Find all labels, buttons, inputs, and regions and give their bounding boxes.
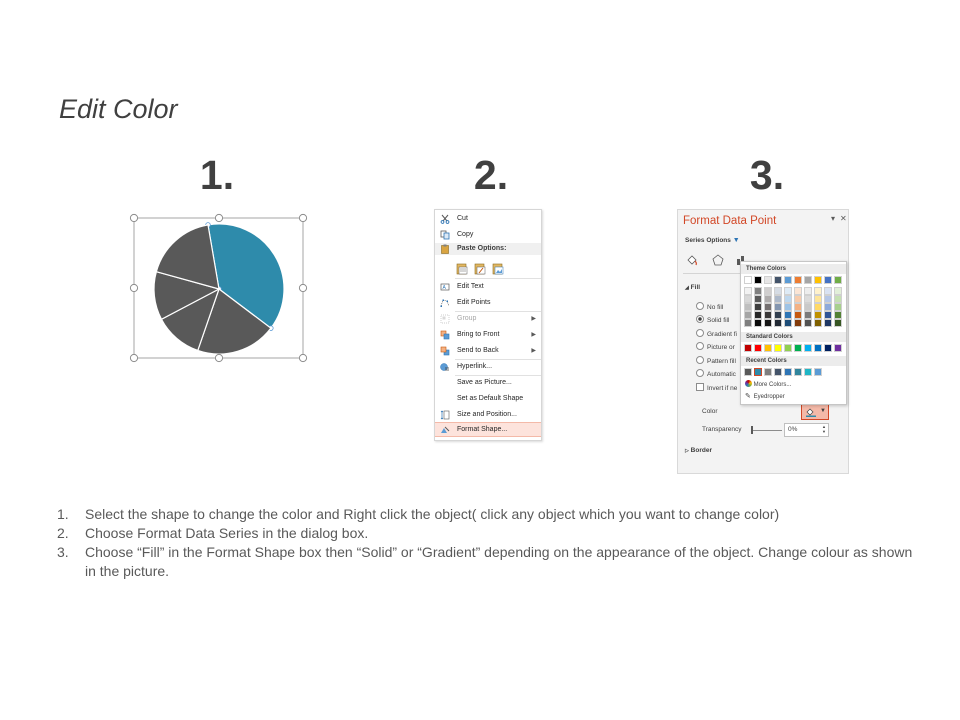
resize-handle[interactable] <box>299 354 306 361</box>
transparency-slider-thumb[interactable] <box>751 426 753 434</box>
recent-color-swatch[interactable] <box>795 369 801 375</box>
theme-shade-swatch[interactable] <box>765 312 771 318</box>
menu-label-copy: Copy <box>457 231 474 238</box>
invert-label: Invert if ne <box>707 385 738 392</box>
more-colors-label: More Colors... <box>753 382 792 388</box>
theme-shade-swatch[interactable] <box>805 288 811 294</box>
border-section-label: Border <box>690 447 712 454</box>
recent-color-swatch[interactable] <box>775 369 781 375</box>
standard-color-swatch[interactable] <box>795 345 801 351</box>
recent-color-swatch[interactable] <box>815 369 821 375</box>
menu-item-edit-text[interactable] <box>435 280 541 294</box>
theme-shade-swatch[interactable] <box>825 320 831 326</box>
radio-button[interactable] <box>696 369 704 377</box>
menu-item-format-shape[interactable] <box>435 422 541 437</box>
resize-handle[interactable] <box>130 284 137 291</box>
paste-use-destination-theme-icon[interactable] <box>456 262 468 275</box>
pane-title: Format Data Point <box>683 215 777 227</box>
theme-shade-swatch[interactable] <box>795 312 801 318</box>
standard-color-swatch[interactable] <box>745 345 751 351</box>
theme-shade-swatch[interactable] <box>815 320 821 326</box>
submenu-arrow-icon: ▶ <box>531 332 536 338</box>
radio-button[interactable] <box>696 329 704 337</box>
transparency-spinbox[interactable] <box>784 423 829 437</box>
clipboard-icon <box>440 244 450 254</box>
instruction-text: Choose “Fill” in the Format Shape box then “Solid” or “Gradient” depending on the appearance of the object. Change colour as shown in the picture. <box>85 544 913 579</box>
theme-color-swatch[interactable] <box>815 277 821 283</box>
close-icon[interactable]: ✕ <box>840 214 847 223</box>
theme-shade-swatch[interactable] <box>785 312 791 318</box>
menu-label-format-shape: Format Shape... <box>457 426 508 433</box>
eyedropper-item[interactable] <box>745 392 785 400</box>
theme-shade-swatch[interactable] <box>765 296 771 302</box>
menu-item-group[interactable] <box>435 312 541 326</box>
menu-item-hyperlink[interactable] <box>435 360 541 374</box>
theme-shade-swatch[interactable] <box>775 312 781 318</box>
recent-color-swatch[interactable] <box>755 369 761 375</box>
standard-color-swatch[interactable] <box>765 345 771 351</box>
resize-handle[interactable] <box>299 284 306 291</box>
more-colors-item[interactable] <box>745 380 791 388</box>
standard-color-swatch[interactable] <box>775 345 781 351</box>
instruction-text: Select the shape to change the color and Right click the object( click any object which you want to change color) <box>85 506 780 522</box>
border-section-header[interactable] <box>685 447 712 454</box>
no-fill-label: No fill <box>707 304 724 311</box>
edit-points-icon <box>440 298 450 308</box>
instruction-text: Choose Format Data Series in the dialog box. <box>85 525 369 541</box>
instruction-number: 1. <box>57 506 69 522</box>
theme-shade-swatch[interactable] <box>765 304 771 310</box>
theme-shade-swatch[interactable] <box>765 288 771 294</box>
resize-handle[interactable] <box>299 214 306 221</box>
fill-section-label: Fill <box>690 284 701 291</box>
theme-shade-swatch[interactable] <box>805 312 811 318</box>
theme-shade-swatch[interactable] <box>835 296 841 302</box>
theme-shade-swatch[interactable] <box>835 304 841 310</box>
gradient-fill-label: Gradient fi <box>707 331 737 338</box>
theme-color-swatch[interactable] <box>835 277 841 283</box>
radio-button-selected[interactable] <box>696 315 704 323</box>
standard-colors-header <box>741 332 846 342</box>
spinner-arrows-icon[interactable]: ▲ ▼ <box>822 424 826 434</box>
automatic-radio[interactable] <box>696 369 736 378</box>
theme-color-swatch[interactable] <box>755 277 761 283</box>
eyedropper-label: Eyedropper <box>753 394 785 400</box>
submenu-arrow-icon: ▶ <box>531 348 536 354</box>
paint-bucket-icon <box>805 407 817 417</box>
theme-shade-swatch[interactable] <box>825 312 831 318</box>
theme-color-swatch[interactable] <box>795 277 801 283</box>
theme-shade-swatch[interactable] <box>835 288 841 294</box>
theme-color-swatch[interactable] <box>765 277 771 283</box>
menu-label-edit-text: Edit Text <box>457 283 484 290</box>
theme-shade-swatch[interactable] <box>835 312 841 318</box>
instruction-number: 2. <box>57 525 69 541</box>
paste-options-header <box>435 243 541 255</box>
theme-shade-swatch[interactable] <box>745 296 751 302</box>
menu-item-set-default-shape[interactable] <box>435 392 541 406</box>
theme-shade-swatch[interactable] <box>745 288 751 294</box>
fill-section-header[interactable] <box>685 284 700 291</box>
theme-shade-swatch[interactable] <box>795 288 801 294</box>
standard-color-swatch[interactable] <box>825 345 831 351</box>
group-icon <box>440 314 450 324</box>
theme-shade-swatch[interactable] <box>755 312 761 318</box>
copy-icon <box>440 230 450 240</box>
instruction-item <box>57 543 917 581</box>
pane-options-icon[interactable]: ▾ <box>831 214 836 223</box>
theme-shade-swatch[interactable] <box>775 304 781 310</box>
pie-chart[interactable] <box>127 211 311 365</box>
automatic-label: Automatic <box>707 371 736 378</box>
theme-shade-swatch[interactable] <box>775 320 781 326</box>
instruction-item <box>57 505 917 524</box>
menu-item-send-to-back[interactable] <box>435 344 541 358</box>
theme-shade-swatch[interactable] <box>755 304 761 310</box>
theme-shade-swatch[interactable] <box>785 296 791 302</box>
color-wheel-icon <box>745 380 752 387</box>
theme-shade-swatch[interactable] <box>745 320 751 326</box>
color-picker-dropdown <box>740 261 847 405</box>
menu-item-bring-to-front[interactable] <box>435 328 541 342</box>
menu-label-size-and-position: Size and Position... <box>457 411 517 418</box>
standard-color-swatch[interactable] <box>805 345 811 351</box>
theme-shade-swatch[interactable] <box>795 320 801 326</box>
transparency-label: Transparency <box>702 426 742 433</box>
theme-shade-swatch[interactable] <box>795 296 801 302</box>
pie-slices[interactable] <box>154 223 284 354</box>
theme-shade-swatch[interactable] <box>795 304 801 310</box>
gradient-fill-radio[interactable] <box>696 329 737 338</box>
format-shape-icon <box>440 425 450 435</box>
theme-colors-header <box>741 264 846 274</box>
menu-label-bring-to-front: Bring to Front <box>457 331 500 338</box>
transparency-slider[interactable] <box>752 430 782 431</box>
transparency-value: 0% <box>788 426 798 433</box>
theme-shade-swatch[interactable] <box>815 304 821 310</box>
theme-color-swatch[interactable] <box>805 277 811 283</box>
fill-line-tab-icon[interactable] <box>685 253 699 267</box>
resize-handle[interactable] <box>130 354 137 361</box>
size-position-icon <box>440 410 450 420</box>
theme-color-swatch[interactable] <box>785 277 791 283</box>
menu-label-save-as-picture: Save as Picture... <box>457 379 512 386</box>
hyperlink-icon <box>440 362 450 372</box>
collapse-arrow-icon: ◢ <box>685 285 689 291</box>
recent-color-swatch[interactable] <box>785 369 791 375</box>
standard-color-swatch[interactable] <box>835 345 841 351</box>
theme-shade-swatch[interactable] <box>815 312 821 318</box>
menu-label-cut: Cut <box>457 215 468 222</box>
paste-options-label: Paste Options: <box>457 245 507 252</box>
theme-shade-swatch[interactable] <box>815 288 821 294</box>
theme-shade-swatch[interactable] <box>755 288 761 294</box>
solid-fill-radio[interactable] <box>696 315 729 324</box>
theme-shade-swatch[interactable] <box>745 312 751 318</box>
submenu-arrow-icon: ▶ <box>531 316 536 322</box>
menu-item-copy[interactable] <box>435 228 541 242</box>
instruction-item <box>57 524 917 543</box>
instruction-number: 3. <box>57 544 69 560</box>
picture-fill-label: Picture or <box>707 344 735 351</box>
checkbox[interactable] <box>696 383 704 391</box>
standard-color-swatch[interactable] <box>785 345 791 351</box>
theme-shade-swatch[interactable] <box>825 304 831 310</box>
theme-color-swatch[interactable] <box>745 277 751 283</box>
radio-button[interactable] <box>696 342 704 350</box>
theme-shade-swatch[interactable] <box>825 288 831 294</box>
theme-shade-swatch[interactable] <box>815 296 821 302</box>
step-number-3: 3. <box>749 152 785 198</box>
theme-color-swatch[interactable] <box>775 277 781 283</box>
effects-tab-icon[interactable] <box>711 253 725 267</box>
resize-handle[interactable] <box>130 214 137 221</box>
step-number-2: 2. <box>473 152 509 198</box>
menu-item-edit-points[interactable] <box>435 296 541 310</box>
bring-to-front-icon <box>440 330 450 340</box>
scissors-icon <box>440 214 450 224</box>
menu-item-cut[interactable] <box>435 212 541 226</box>
menu-label-send-to-back: Send to Back <box>457 347 499 354</box>
standard-color-swatch[interactable] <box>755 345 761 351</box>
theme-shade-swatch[interactable] <box>755 320 761 326</box>
series-options-label: Series Options <box>685 237 731 244</box>
resize-handle[interactable] <box>215 214 222 221</box>
pattern-fill-label: Pattern fill <box>707 358 736 365</box>
theme-shade-swatch[interactable] <box>775 288 781 294</box>
theme-shade-swatch[interactable] <box>805 320 811 326</box>
chevron-down-icon: ▼ <box>732 237 740 244</box>
eyedropper-icon: ✎ <box>745 393 751 400</box>
menu-item-size-and-position[interactable] <box>435 408 541 422</box>
paste-picture-icon[interactable] <box>492 262 504 275</box>
invert-if-negative-checkbox[interactable] <box>696 383 737 392</box>
resize-handle[interactable] <box>215 354 222 361</box>
radio-button[interactable] <box>696 302 704 310</box>
recent-color-swatch[interactable] <box>765 369 771 375</box>
theme-shade-swatch[interactable] <box>785 320 791 326</box>
menu-label-set-default-shape: Set as Default Shape <box>457 395 524 402</box>
color-label: Color <box>702 408 718 415</box>
standard-color-swatch[interactable] <box>815 345 821 351</box>
paste-keep-source-formatting-icon[interactable] <box>474 262 486 275</box>
theme-color-swatch[interactable] <box>825 277 831 283</box>
menu-item-save-as-picture[interactable] <box>435 376 541 390</box>
series-options-dropdown[interactable] <box>685 237 740 244</box>
menu-label-hyperlink: Hyperlink... <box>457 363 493 370</box>
slide-title: Edit Color <box>59 94 178 124</box>
context-menu <box>434 209 542 441</box>
theme-shade-swatch[interactable] <box>825 296 831 302</box>
theme-shade-swatch[interactable] <box>805 296 811 302</box>
send-to-back-icon <box>440 346 450 356</box>
step-number-1: 1. <box>199 152 235 198</box>
fill-color-button[interactable] <box>801 404 829 420</box>
expand-arrow-icon: ▷ <box>685 448 689 454</box>
no-fill-radio[interactable] <box>696 302 723 311</box>
edit-text-icon <box>440 282 450 292</box>
theme-shade-swatch[interactable] <box>835 320 841 326</box>
theme-shade-swatch[interactable] <box>765 320 771 326</box>
menu-label-edit-points: Edit Points <box>457 299 491 306</box>
theme-shade-swatch[interactable] <box>775 296 781 302</box>
menu-label-group: Group <box>457 315 477 322</box>
standard-colors-label: Standard Colors <box>746 334 793 340</box>
theme-shade-swatch[interactable] <box>755 296 761 302</box>
theme-shade-swatch[interactable] <box>785 304 791 310</box>
instructions-list <box>57 505 917 581</box>
svg-text:A: A <box>442 285 446 291</box>
pattern-fill-radio[interactable] <box>696 356 736 365</box>
theme-shade-swatch[interactable] <box>805 304 811 310</box>
radio-button[interactable] <box>696 356 704 364</box>
theme-colors-label: Theme Colors <box>746 266 787 272</box>
pie-chart-selection[interactable] <box>127 211 311 365</box>
picture-fill-radio[interactable] <box>696 342 735 351</box>
solid-fill-label: Solid fill <box>707 317 730 324</box>
recent-colors-label: Recent Colors <box>746 358 787 364</box>
recent-color-swatch[interactable] <box>745 369 751 375</box>
recent-colors-header <box>741 356 846 366</box>
theme-shade-swatch[interactable] <box>785 288 791 294</box>
chevron-down-icon: ▼ <box>820 408 826 414</box>
menu-separator <box>455 278 541 279</box>
theme-shade-swatch[interactable] <box>745 304 751 310</box>
recent-color-swatch[interactable] <box>805 369 811 375</box>
